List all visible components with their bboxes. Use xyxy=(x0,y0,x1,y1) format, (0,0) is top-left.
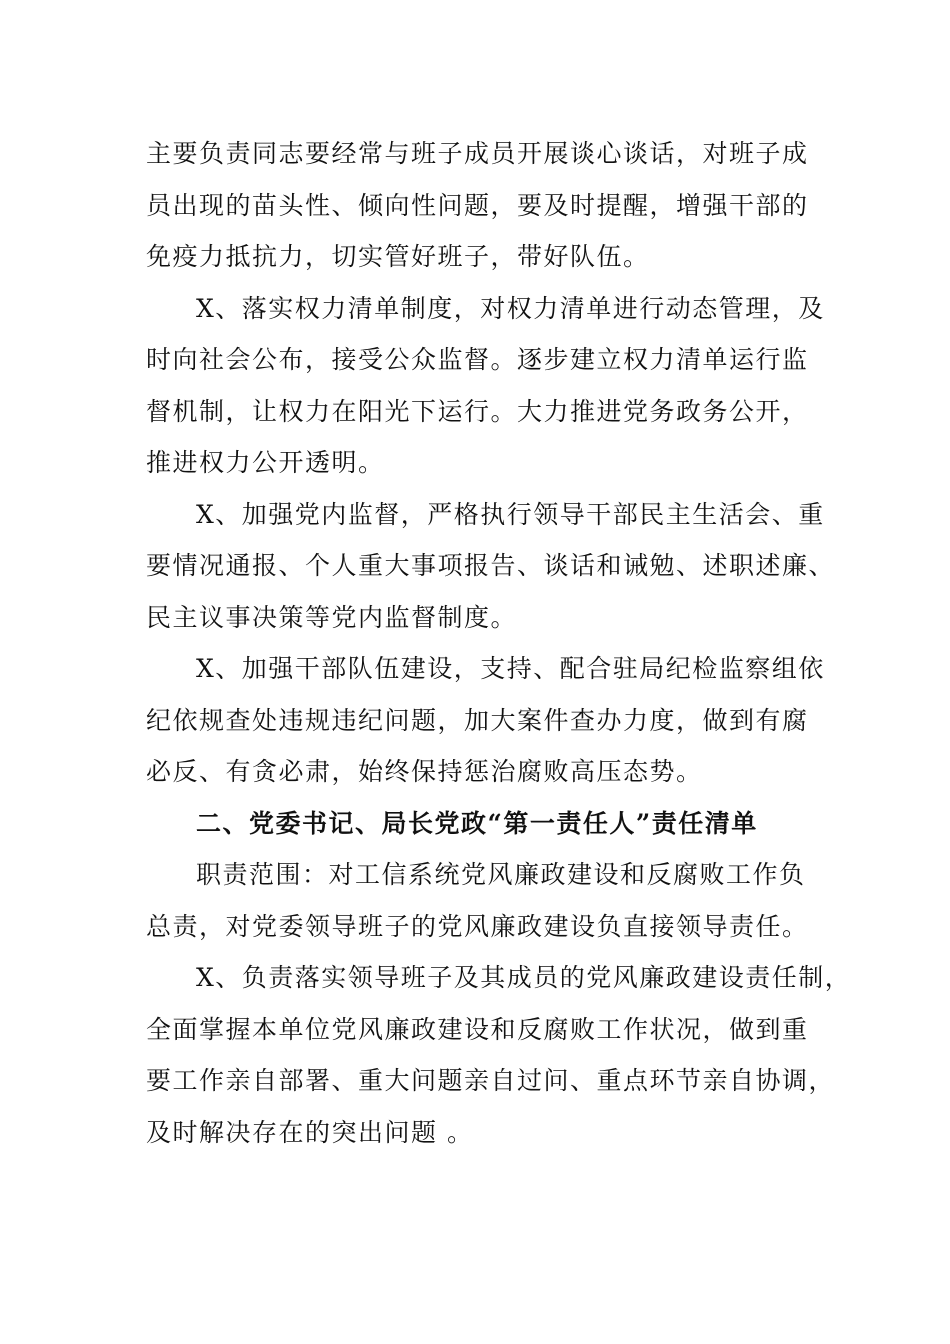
text-line: 民主议事决策等党内监督制度。 xyxy=(146,602,518,632)
text-line: X、落实权力清单制度，对权力清单进行动态管理，及 xyxy=(196,293,825,323)
text-line: 及时解决存在的突出问题 。 xyxy=(146,1117,474,1147)
text-line: 职责范围：对工信系统党风廉政建设和反腐败工作负 xyxy=(196,860,806,889)
text-line: 必反、有贪必肃，始终保持惩治腐败高压态势。 xyxy=(146,757,703,786)
text-line: 主要负责同志要经常与班子成员开展谈心谈话，对班子成 xyxy=(146,139,809,168)
text-line: 全面掌握本单位党风廉政建设和反腐败工作状况，做到重 xyxy=(146,1014,809,1044)
text-line: X、负责落实领导班子及其成员的党风廉政建设责任制， xyxy=(196,963,852,992)
text-line: 要工作亲自部署、重大问题亲自过问、重点环节亲自协调， xyxy=(146,1066,836,1095)
section-heading: 二、党委书记、局长党政“第一责任人”责任清单 xyxy=(196,808,758,838)
text-line: 员出现的苗头性、倾向性问题，要及时提醒，增强干部的 xyxy=(146,190,809,220)
text-line: 总责，对党委领导班子的党风廉政建设负直接领导责任。 xyxy=(146,911,809,941)
text-line: 免疫力抵抗力，切实管好班子，带好队伍。 xyxy=(146,242,650,271)
text-line: X、加强党内监督，严格执行领导干部民主生活会、重 xyxy=(196,499,825,529)
text-line: 督机制，让权力在阳光下运行。大力推进党务政务公开， xyxy=(146,396,809,426)
text-line: X、加强干部队伍建设，支持、配合驻局纪检监察组依 xyxy=(196,654,825,683)
text-line: 纪依规查处违规违纪问题，加大案件查办力度，做到有腐 xyxy=(146,705,809,735)
document-body xyxy=(146,128,852,1158)
text-line: 推进权力公开透明。 xyxy=(146,448,385,477)
text-line: 时向社会公布，接受公众监督。逐步建立权力清单运行监 xyxy=(146,345,809,374)
text-line: 要情况通报、个人重大事项报告、谈话和诫勉、述职述廉、 xyxy=(146,551,836,580)
